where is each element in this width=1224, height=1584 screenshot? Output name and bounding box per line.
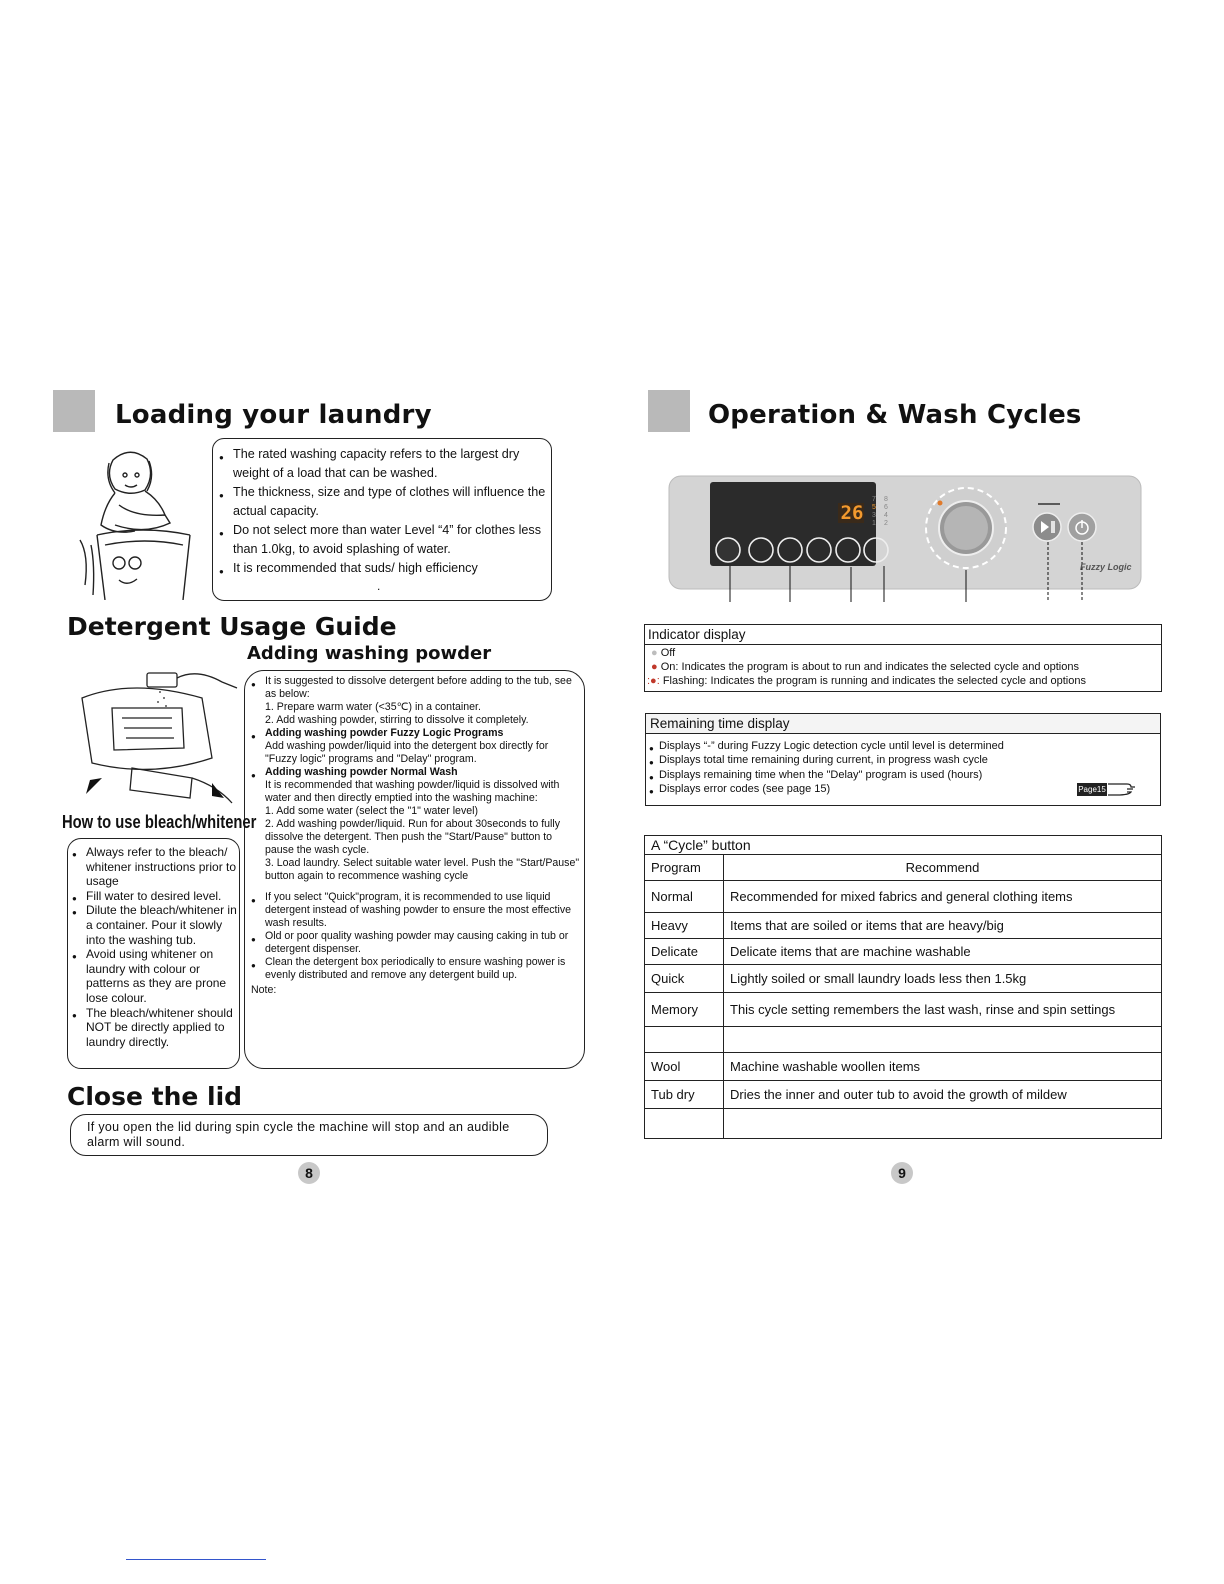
detergent-bullet: ● It is suggested to dissolve detergent before adding to the tub, see as below: <box>251 675 581 701</box>
remaining-bullet: ● Displays remaining time when the "Delay" program is used (hours) <box>649 768 1160 782</box>
loading-trailing: . <box>377 579 381 593</box>
table-row <box>645 913 1162 939</box>
table-row <box>645 993 1162 1027</box>
panel-display: 26 <box>840 502 864 524</box>
program-cell: Tub dry <box>645 1081 724 1109</box>
cycle-title: A “Cycle” button <box>644 835 1162 854</box>
indicator-row-off <box>645 646 1161 660</box>
col-recommend-header: Recommend <box>724 855 1162 881</box>
recommend-cell: Dries the inner and outer tub to avoid the growth of mildew <box>724 1081 1162 1109</box>
lid-title: Close the lid <box>67 1082 243 1111</box>
program-cell: Memory <box>645 993 724 1027</box>
panel-digit: 3 <box>872 512 876 519</box>
section-marker-loading <box>53 390 95 432</box>
table-row <box>645 939 1162 965</box>
recommend-cell <box>724 1027 1162 1053</box>
panel-digit: 8 <box>884 496 888 503</box>
program-cell <box>645 1109 724 1139</box>
detergent-title: Detergent Usage Guide <box>67 612 397 641</box>
cycle-table <box>644 854 1162 1139</box>
panel-digit: 7 <box>872 496 876 503</box>
lid-box <box>70 1114 548 1156</box>
loading-info-box <box>212 438 552 601</box>
remaining-bullet: ● Displays total time remaining during current, in progress wash cycle <box>649 753 1160 767</box>
indicator-title: Indicator display <box>645 625 1161 645</box>
col-program-header: Program <box>645 855 724 881</box>
program-cell: Wool <box>645 1053 724 1081</box>
recommend-cell: Delicate items that are machine washable <box>724 939 1162 965</box>
indicator-row-flashing <box>645 674 1161 688</box>
page-number-left: 8 <box>298 1162 320 1184</box>
detergent-subtitle: Adding washing powder <box>247 643 492 664</box>
table-row <box>645 855 1162 881</box>
normal-text: It is recommended that washing powder/liquid is dissolved with water and then directly emptied into the washing machine: <box>265 779 560 804</box>
bleach-box <box>67 838 240 1069</box>
detergent-extra-bullet: ● Clean the detergent box periodically to ensure washing power is evenly distributed and remove any detergent build up. <box>251 956 581 982</box>
loading-bullet: ● The rated washing capacity refers to the largest dry weight of a load that can be washed. <box>219 445 547 483</box>
indicator-text: Indicates the program is running and indicates the selected cycle and options <box>710 675 1086 687</box>
program-cell: Normal <box>645 881 724 913</box>
table-row <box>645 1109 1162 1139</box>
dot-off-icon: ● <box>651 647 658 659</box>
bleach-bullet: ● Dilute the bleach/whitener in a container. Pour it slowly into the washing tub. <box>72 903 238 947</box>
loading-bullet: ● It is recommended that suds/ high efficiency <box>219 559 547 578</box>
program-cell: Heavy <box>645 913 724 939</box>
normal-heading: ● Adding washing powder Normal Wash <box>251 766 581 779</box>
remaining-bullet: ● Displays error codes (see page 15) <box>649 782 1160 796</box>
bleach-title: How to use bleach/whitener <box>62 812 257 832</box>
indicator-row-on <box>645 660 1161 674</box>
fuzzy-text: Add washing powder/liquid into the detergent box directly for "Fuzzy logic" programs and "Delay" program. <box>265 740 549 765</box>
bleach-bullet: ● Always refer to the bleach/ whitener instructions prior to usage <box>72 845 238 889</box>
panel-digit: 2 <box>884 520 888 527</box>
page-ref-badge: Page15 <box>1078 785 1106 794</box>
operation-title: Operation & Wash Cycles <box>708 400 1082 430</box>
recommend-cell: Items that are soiled or items that are heavy/big <box>724 913 1162 939</box>
normal-step: 1. Add some water (select the "1" water level) <box>265 805 479 817</box>
program-cell: Quick <box>645 965 724 993</box>
detergent-extra-bullet: ● If you select "Quick"program, it is recommended to use liquid detergent instead of washing powder to ensure the most effective wash results. <box>251 891 581 930</box>
panel-digit: 6 <box>884 504 888 511</box>
table-row <box>645 1053 1162 1081</box>
indicator-label: Off <box>660 647 676 659</box>
dot-flashing-icon: :●: <box>647 675 660 687</box>
recommend-cell: This cycle setting remembers the last wash, rinse and spin settings <box>724 993 1162 1027</box>
panel-digit-grid <box>872 496 898 528</box>
detergent-drawer-illustration <box>72 668 242 808</box>
recommend-cell: Recommended for mixed fabrics and general clothing items <box>724 881 1162 913</box>
detergent-extra-bullet: ● Old or poor quality washing powder may causing caking in tub or detergent dispenser. <box>251 930 581 956</box>
panel-digit: 5 <box>872 504 876 511</box>
table-row <box>645 965 1162 993</box>
dot-on-icon: ● <box>651 661 658 673</box>
table-row <box>645 1027 1162 1053</box>
detergent-step: 2. Add washing powder, stirring to dissolve it completely. <box>265 714 529 726</box>
indicator-box <box>644 624 1162 692</box>
recommend-cell <box>724 1109 1162 1139</box>
detergent-note: Note: <box>251 984 277 996</box>
section-marker-operation <box>648 390 690 432</box>
woman-loading-illustration <box>75 445 205 600</box>
program-cell <box>645 1027 724 1053</box>
bleach-bullet: ● The bleach/whitener should NOT be directly applied to laundry directly. <box>72 1006 238 1050</box>
panel-digit: 4 <box>884 512 888 519</box>
loading-title: Loading your laundry <box>115 400 432 430</box>
indicator-label: Flashing: <box>662 675 708 687</box>
loading-bullet: ● Do not select more than water Level “4” for clothes less than 1.0kg, to avoid splashing of water. <box>219 521 547 559</box>
remaining-title: Remaining time display <box>646 714 1160 734</box>
program-cell: Delicate <box>645 939 724 965</box>
table-row <box>645 881 1162 913</box>
indicator-text: Indicates the program is about to run and indicates the selected cycle and options <box>681 661 1079 673</box>
detergent-box <box>244 670 585 1069</box>
control-panel-illustration <box>668 470 1143 605</box>
bleach-bullet: ● Avoid using whitener on laundry with colour or patterns as they are prone lose colour. <box>72 947 238 1005</box>
detergent-step: 1. Prepare warm water (<35℃) in a container. <box>265 701 481 713</box>
recommend-cell: Machine washable woollen items <box>724 1053 1162 1081</box>
panel-brand: Fuzzy Logic <box>1080 562 1132 572</box>
remaining-box <box>645 713 1161 806</box>
normal-step: 3. Load laundry. Select suitable water level. Push the "Start/Pause" button again to recommence washing cycle <box>265 857 580 882</box>
bleach-bullet: ● Fill water to desired level. <box>72 889 238 904</box>
pointing-hand-icon <box>1107 780 1137 798</box>
normal-step: 2. Add washing powder/liquid. Run for about 30seconds to fully dissolve the detergent. Then push the "Start/Pause" button to pause the wash cycle. <box>265 818 561 856</box>
panel-digit: 1 <box>872 520 876 527</box>
indicator-label: On: <box>660 661 679 673</box>
recommend-cell: Lightly soiled or small laundry loads less then 1.5kg <box>724 965 1162 993</box>
footer-rule <box>126 1559 266 1560</box>
table-row <box>645 1081 1162 1109</box>
fuzzy-heading: ● Adding washing powder Fuzzy Logic Programs <box>251 727 581 740</box>
page-number-right: 9 <box>891 1162 913 1184</box>
lid-text: If you open the lid during spin cycle the machine will stop and an audible alarm will sound. <box>87 1120 510 1149</box>
remaining-bullet: ● Displays “-” during Fuzzy Logic detection cycle until level is determined <box>649 739 1160 753</box>
loading-bullet: ● The thickness, size and type of clothes will influence the actual capacity. <box>219 483 547 521</box>
